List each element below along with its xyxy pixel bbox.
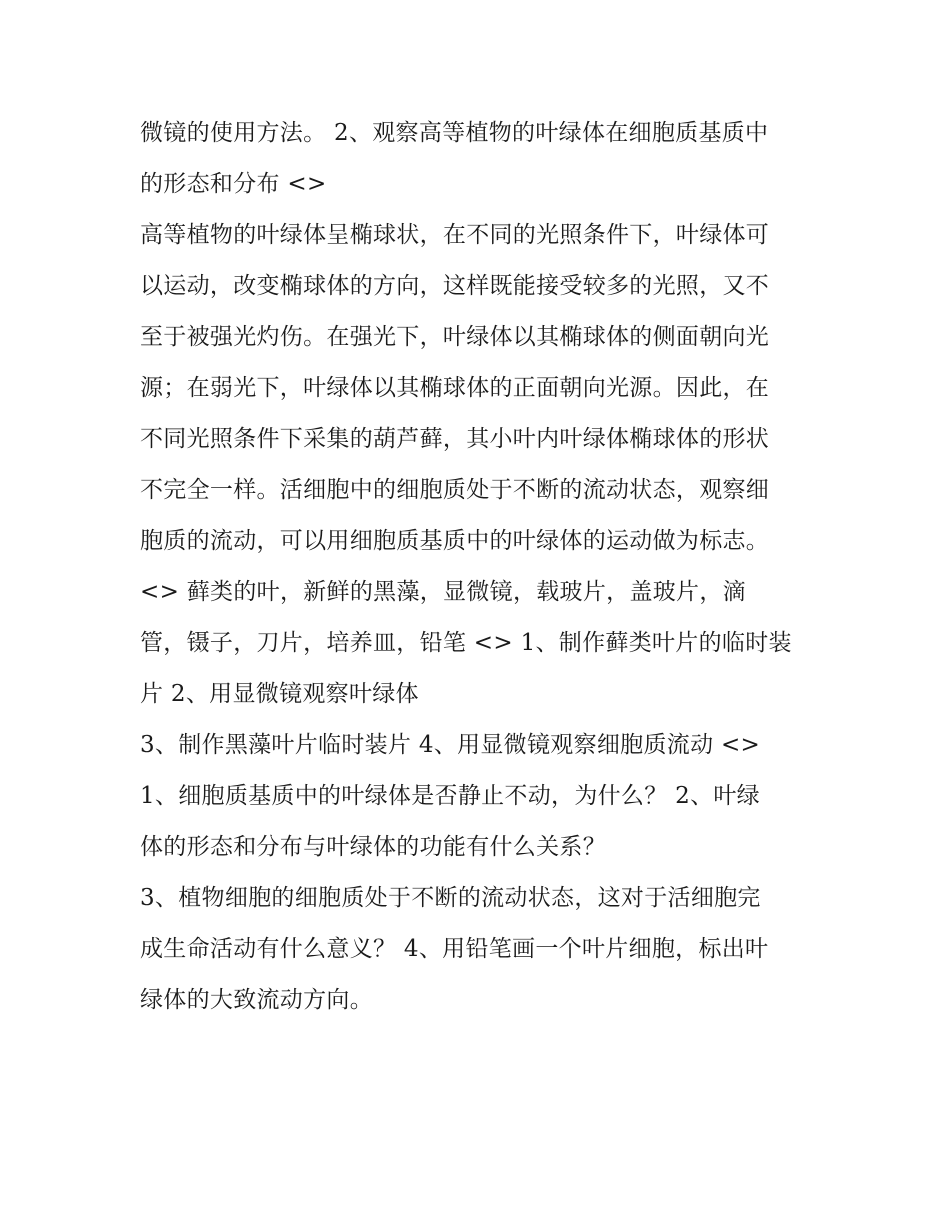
text-line: 微镜的使用方法。 2、观察高等植物的叶绿体在细胞质基质中 — [140, 120, 769, 146]
text-line: 3、植物细胞的细胞质处于不断的流动状态，这对于活细胞完 — [140, 885, 761, 911]
text-line: 绿体的大致流动方向。 — [140, 987, 373, 1013]
text-line: 胞质的流动，可以用细胞质基质中的叶绿体的运动做为标志。 — [140, 528, 770, 554]
text-line: 源；在弱光下，叶绿体以其椭球体的正面朝向光源。因此，在 — [140, 375, 770, 401]
text-line: 以运动，改变椭球体的方向，这样既能接受较多的光照，又不 — [140, 273, 770, 299]
text-line: 不同光照条件下采集的葫芦藓，其小叶内叶绿体椭球体的形状 — [140, 426, 770, 452]
text-line: 的形态和分布 <> — [140, 171, 327, 197]
body-text — [140, 108, 820, 1026]
text-line: 不完全一样。活细胞中的细胞质处于不断的流动状态，观察细 — [140, 477, 770, 503]
text-line: 至于被强光灼伤。在强光下，叶绿体以其椭球体的侧面朝向光 — [140, 324, 770, 350]
text-line: 高等植物的叶绿体呈椭球状，在不同的光照条件下，叶绿体可 — [140, 222, 770, 248]
text-line: 3、制作黑藻叶片临时装片 4、用显微镜观察细胞质流动 <> — [140, 732, 761, 758]
text-line: 1、细胞质基质中的叶绿体是否静止不动，为什么？ 2、叶绿 — [140, 783, 760, 809]
text-line: 体的形态和分布与叶绿体的功能有什么关系？ — [140, 834, 606, 860]
text-line: 成生命活动有什么意义？ 4、用铅笔画一个叶片细胞，标出叶 — [140, 936, 769, 962]
text-line: 片 2、用显微镜观察叶绿体 — [140, 681, 419, 707]
text-line: <> 藓类的叶，新鲜的黑藻，显微镜，载玻片，盖玻片，滴 — [140, 579, 746, 605]
text-line: 管，镊子，刀片，培养皿，铅笔 <> 1、制作藓类叶片的临时装 — [140, 630, 792, 656]
